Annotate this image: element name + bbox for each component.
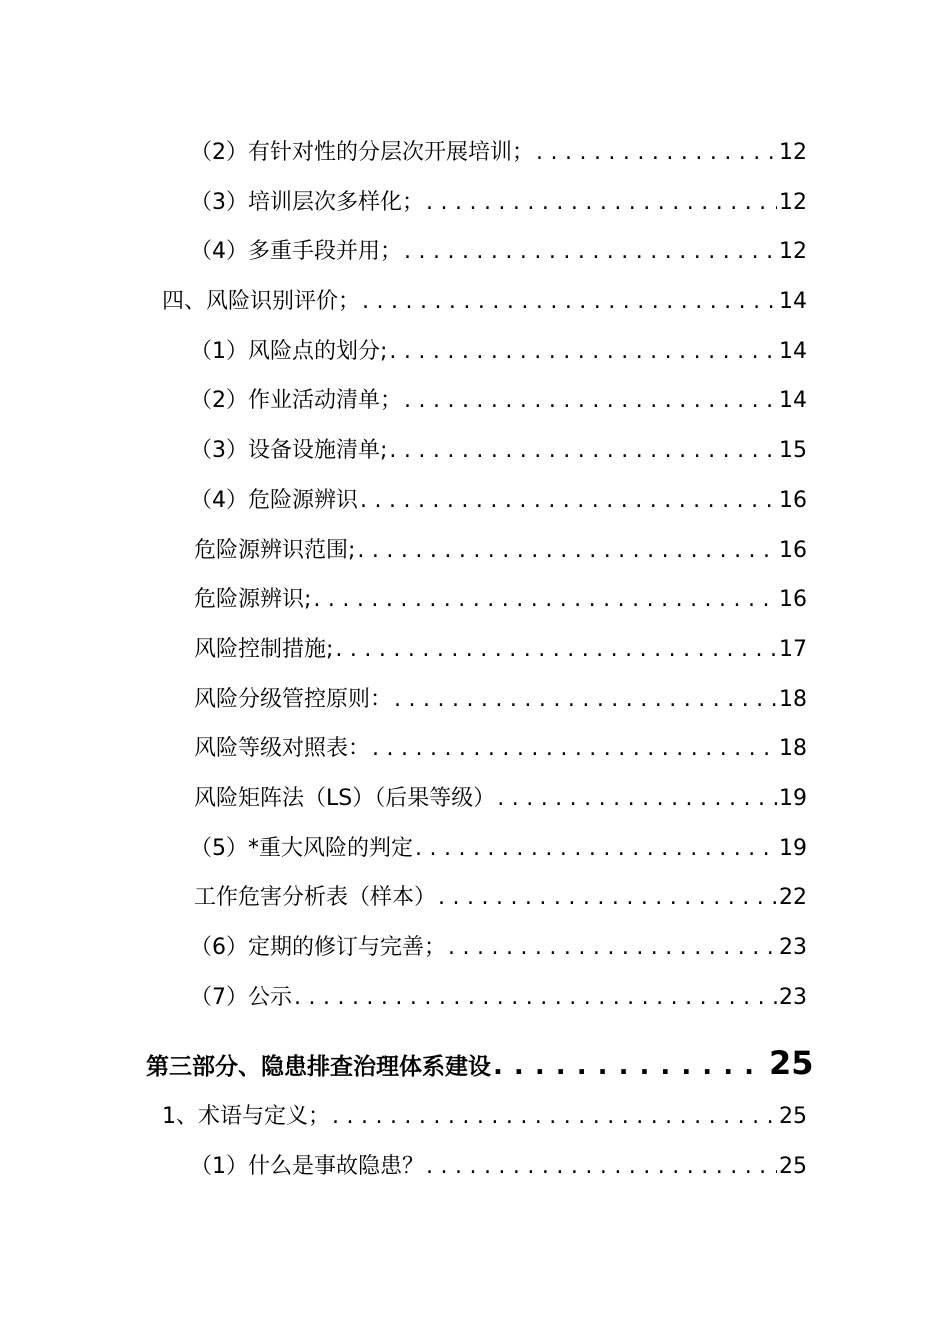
toc-entry-title: 工作危害分析表（样本） [194, 885, 437, 911]
toc-entry-title: 风险矩阵法（LS）（后果等级） [194, 785, 496, 811]
toc-entry-page: 22 [779, 885, 807, 911]
toc-entry-page: 18 [779, 686, 807, 712]
toc-entry-page: 12 [779, 189, 807, 215]
toc-leader-dots [389, 426, 777, 476]
toc-entry-page: 16 [779, 487, 807, 513]
toc-entry[interactable] [190, 923, 807, 973]
toc-section-page: 25 [769, 1044, 814, 1083]
toc-entry-title: 危险源辨识范围; [194, 537, 356, 563]
toc-entry-title: （1）风险点的划分; [190, 338, 388, 364]
toc-entry-title: （2）有针对性的分层次开展培训； [190, 140, 534, 165]
toc-entry-page: 12 [779, 239, 807, 265]
toc-leader-dots [372, 724, 777, 774]
toc-entry[interactable] [194, 526, 807, 576]
toc-leader-dots [497, 774, 777, 824]
toc-entry-title: 危险源辨识; [194, 587, 312, 613]
toc-leader-dots [335, 625, 777, 675]
toc-leader-dots [394, 675, 777, 725]
toc-entry-page: 25 [779, 1104, 807, 1130]
toc-entry[interactable] [194, 625, 807, 675]
toc-entry-page: 25 [779, 1154, 807, 1180]
toc-entry-title: 1、术语与定义； [162, 1104, 330, 1130]
toc-entry-page: 23 [779, 984, 807, 1010]
toc-entry-title: 风险等级对照表： [194, 736, 371, 762]
toc-entry-page: 14 [779, 388, 807, 414]
toc-leader-dots [536, 128, 777, 178]
toc-entry[interactable] [194, 724, 807, 774]
toc-entry-page: 15 [779, 438, 807, 464]
table-of-contents [0, 128, 950, 1192]
toc-entry[interactable] [194, 575, 807, 625]
toc-leader-dots [357, 526, 777, 576]
toc-leader-dots [426, 178, 777, 228]
toc-entry-title: （5）*重大风险的判定 [190, 835, 413, 861]
toc-entry-page: 19 [779, 785, 807, 811]
toc-entry[interactable] [162, 1092, 807, 1142]
toc-leader-dots [360, 476, 777, 526]
toc-leader-dots [438, 873, 777, 923]
toc-leader-dots [332, 1092, 777, 1142]
toc-entry-title: （6）定期的修订与完善； [190, 935, 446, 960]
toc-leader-dots [389, 327, 777, 377]
toc-entry[interactable] [194, 873, 807, 923]
toc-leader-dots [294, 973, 777, 1023]
toc-entry[interactable] [162, 277, 807, 327]
toc-entry[interactable] [190, 824, 807, 874]
toc-entry-title: （3）设备设施清单; [190, 438, 388, 464]
toc-leader-dots [313, 575, 777, 625]
toc-entry-title: 风险分级管控原则： [194, 686, 393, 712]
toc-entry[interactable] [194, 675, 807, 725]
toc-entry-page: 19 [779, 835, 807, 861]
toc-entry-page: 12 [779, 140, 807, 165]
toc-entry[interactable] [190, 227, 807, 277]
toc-entry[interactable] [190, 1142, 807, 1192]
toc-entry[interactable] [190, 327, 807, 377]
toc-entry-title: （7）公示 [190, 984, 292, 1010]
toc-leader-dots [448, 923, 777, 973]
toc-leader-dots [404, 376, 777, 426]
toc-leader-dots [404, 227, 777, 277]
toc-entry-title: （1）什么是事故隐患？ [190, 1154, 424, 1180]
toc-entry[interactable] [194, 774, 807, 824]
toc-entry-page: 16 [779, 587, 807, 613]
toc-section-title: 第三部分、隐患排查治理体系建设 [146, 1054, 491, 1081]
toc-leader-dots [362, 277, 777, 327]
toc-entry-page: 16 [779, 537, 807, 563]
toc-entry-title: （4）危险源辨识 [190, 487, 358, 513]
toc-leader-dots [493, 1037, 767, 1096]
toc-entry-title: （3）培训层次多样化； [190, 189, 424, 215]
toc-entry[interactable] [190, 128, 807, 178]
toc-leader-dots [426, 1142, 777, 1192]
toc-entry-page: 17 [779, 636, 807, 662]
toc-entry-title: 四、风险识别评价； [162, 289, 361, 315]
toc-entry-title: 风险控制措施; [194, 636, 334, 662]
toc-entry-title: （2）作业活动清单； [190, 388, 402, 414]
toc-entry[interactable] [190, 476, 807, 526]
toc-entry-title: （4）多重手段并用； [190, 239, 402, 265]
toc-leader-dots [415, 824, 777, 874]
toc-entry[interactable] [190, 426, 807, 476]
toc-entry[interactable] [190, 973, 807, 1023]
toc-entry-page: 14 [779, 338, 807, 364]
toc-entry-page: 23 [779, 935, 807, 960]
toc-entry-page: 18 [779, 736, 807, 762]
toc-entry[interactable] [190, 178, 807, 228]
toc-entry-page: 14 [779, 289, 807, 315]
toc-section-heading[interactable] [146, 1034, 814, 1092]
toc-entry[interactable] [190, 376, 807, 426]
